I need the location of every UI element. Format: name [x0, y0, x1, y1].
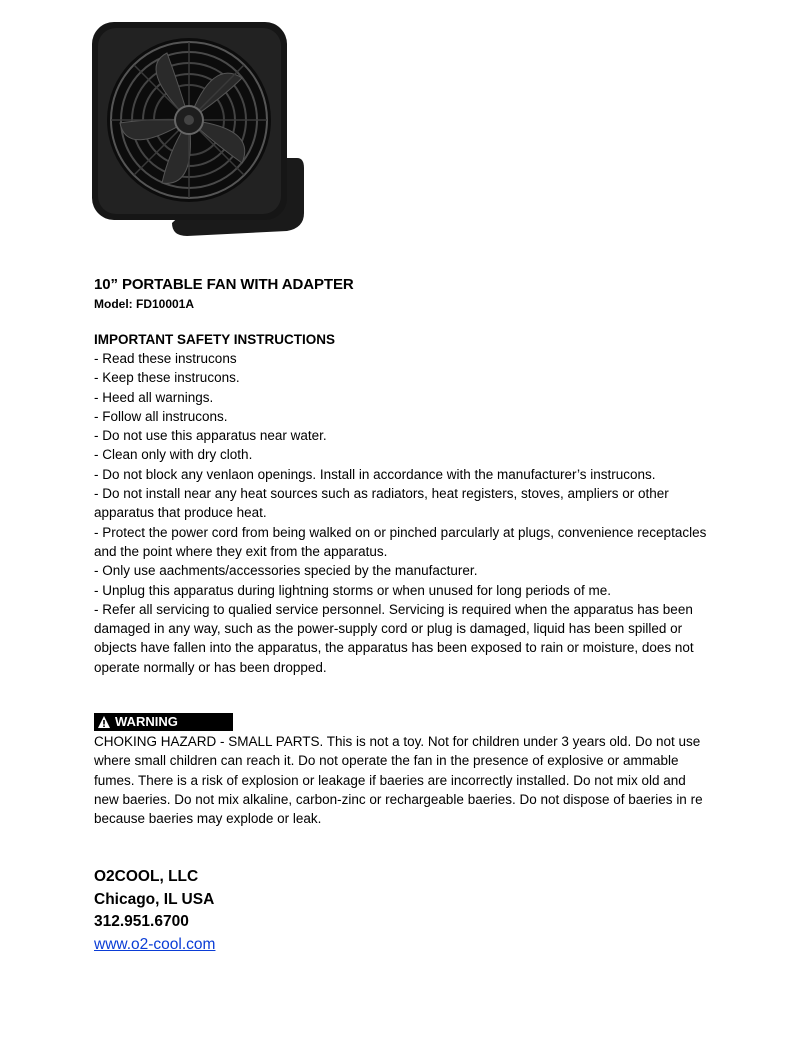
list-item: - Heed all warnings. — [94, 389, 214, 405]
list-item: - Refer all servicing to qualied service personnel. Servicing is required when the apparatus has been damaged in any way, such as the power-supply cord or plug is damaged, liquid has been spilled or objects have fallen into the apparatus, the apparatus has been exposed to rain or moisture, does not operate normally or has been dropped. — [94, 601, 694, 675]
list-item: - Unplug this apparatus during lightning storms or when unused for long periods of me. — [94, 582, 612, 598]
list-item: - Clean only with dry cloth. — [94, 447, 253, 463]
safety-instructions-list — [94, 349, 714, 677]
warning-triangle-icon — [97, 715, 111, 729]
list-item: - Do not block any venlaon openings. Install in accordance with the manufacturer’s instrucons. — [94, 466, 656, 482]
list-item: - Do not install near any heat sources such as radiators, heat registers, stoves, ampliers or other apparatus that produce heat. — [94, 486, 669, 521]
product-title: 10” PORTABLE FAN WITH ADAPTER — [94, 276, 354, 293]
warning-label-text: WARNING — [115, 714, 178, 729]
company-info — [94, 866, 215, 956]
list-item: - Follow all instrucons. — [94, 408, 228, 424]
model-number: Model: FD10001A — [94, 297, 195, 311]
company-location: Chicago, IL USA — [94, 890, 215, 908]
company-name: O2COOL, LLC — [94, 868, 199, 885]
company-website-link[interactable]: www.o2-cool.com — [94, 935, 216, 953]
list-item: - Do not use this apparatus near water. — [94, 428, 327, 444]
list-item: - Only use aachments/accessories specied by the manufacturer. — [94, 563, 478, 579]
warning-text: CHOKING HAZARD - SMALL PARTS. This is not a toy. Not for children under 3 years old. Do not use where small children can reach it. Do not operate the fan in the presence of explosive or ammable fumes. There is a risk of explosion or leakage if baeries are incorrectly installed. Do not mix old and new baeries. Do not mix alkaline, carbon-zinc or rechargeable baeries. Do not dispose of baeries in re because baeries may explode or leak. — [94, 734, 703, 827]
list-item: - Read these instrucons — [94, 351, 237, 366]
list-item: - Protect the power cord from being walked on or pinched parcularly at plugs, convenience receptacles and the point where they exit from the apparatus. — [94, 524, 707, 559]
warning-label — [94, 713, 233, 731]
company-phone: 312.951.6700 — [94, 913, 189, 930]
list-item: - Keep these instrucons. — [94, 370, 240, 386]
portable-fan-image — [92, 18, 308, 238]
safety-heading: IMPORTANT SAFETY INSTRUCTIONS — [94, 332, 336, 347]
